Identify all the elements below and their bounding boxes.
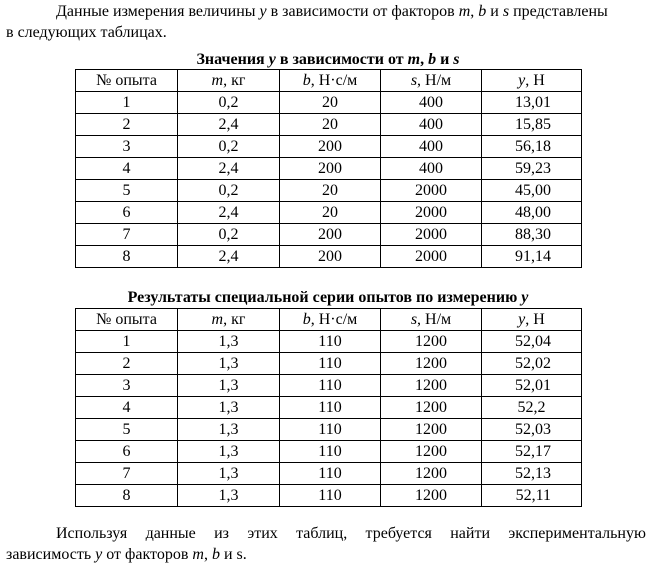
table-cell: 1,3 — [178, 397, 280, 419]
table-row — [76, 397, 582, 419]
table-cell: 1 — [76, 92, 178, 114]
table-cell: 20 — [280, 180, 381, 202]
outro-word: из — [214, 525, 229, 542]
table-cell: 2000 — [381, 224, 482, 246]
table-cell: 0,2 — [178, 92, 280, 114]
table-cell: 200 — [280, 158, 381, 180]
outro-word: Используя — [56, 525, 128, 542]
table-cell: 2000 — [381, 180, 482, 202]
outro-paragraph — [6, 523, 646, 565]
table-cell: 400 — [381, 136, 482, 158]
table2-caption: Результаты специальной серии опытов по измерению y — [127, 289, 529, 306]
table-cell: 110 — [280, 375, 381, 397]
table-cell: 1,3 — [178, 375, 280, 397]
table-cell: 52,04 — [482, 331, 582, 353]
table-cell: 200 — [280, 224, 381, 246]
outro-line-2: зависимость y от факторов m, b и s. — [6, 546, 247, 563]
table-cell: 1200 — [381, 485, 482, 507]
table-cell: 400 — [381, 158, 482, 180]
table-cell: 20 — [280, 92, 381, 114]
table-cell: 1200 — [381, 353, 482, 375]
table-cell: 1200 — [381, 463, 482, 485]
table-cell: 1200 — [381, 441, 482, 463]
table-row — [76, 202, 582, 224]
table-cell: 6 — [76, 441, 178, 463]
table1-header-cell: s, Н/м — [381, 70, 482, 92]
table-row — [76, 224, 582, 246]
table-cell: 45,00 — [482, 180, 582, 202]
table-cell: 3 — [76, 136, 178, 158]
table-cell: 400 — [381, 92, 482, 114]
table2-header-cell: y, Н — [482, 309, 582, 331]
intro-line-2: в следующих таблицах. — [6, 24, 167, 41]
table-cell: 110 — [280, 353, 381, 375]
table1-header-cell: № опыта — [76, 70, 178, 92]
table2-header-row — [76, 309, 582, 331]
table-cell: 2 — [76, 353, 178, 375]
table-cell: 48,00 — [482, 202, 582, 224]
table-cell: 3 — [76, 375, 178, 397]
table-cell: 2,4 — [178, 246, 280, 268]
outro-word: найти — [450, 525, 491, 542]
table-cell: 1200 — [381, 397, 482, 419]
table-cell: 52,01 — [482, 375, 582, 397]
table1-header-cell: y, Н — [482, 70, 582, 92]
table-cell: 52,17 — [482, 441, 582, 463]
table1 — [75, 69, 582, 268]
table-cell: 0,2 — [178, 136, 280, 158]
table-cell: 5 — [76, 180, 178, 202]
table-cell: 2000 — [381, 246, 482, 268]
table-cell: 2 — [76, 114, 178, 136]
intro-line-1: Данные измерения величины y в зависимости от факторов m, b и s представлены — [56, 3, 608, 20]
table1-header-row — [76, 70, 582, 92]
table-row — [76, 353, 582, 375]
table-cell: 91,14 — [482, 246, 582, 268]
outro-line-1 — [6, 523, 646, 544]
table-cell: 5 — [76, 419, 178, 441]
table-cell: 52,11 — [482, 485, 582, 507]
table-cell: 0,2 — [178, 224, 280, 246]
table-cell: 4 — [76, 397, 178, 419]
table-cell: 110 — [280, 441, 381, 463]
table-cell: 20 — [280, 114, 381, 136]
table-cell: 88,30 — [482, 224, 582, 246]
outro-word: данные — [145, 525, 196, 542]
table-cell: 20 — [280, 202, 381, 224]
table1-body — [76, 92, 582, 268]
table1-header-cell: b, Н·с/м — [280, 70, 381, 92]
outro-word: таблиц, — [296, 525, 348, 542]
table-cell: 7 — [76, 224, 178, 246]
table-cell: 2000 — [381, 202, 482, 224]
table-cell: 1200 — [381, 419, 482, 441]
table-cell: 15,85 — [482, 114, 582, 136]
table-cell: 2,4 — [178, 202, 280, 224]
table-cell: 110 — [280, 331, 381, 353]
outro-word: экспериментальную — [508, 525, 646, 542]
outro-word: требуется — [365, 525, 432, 542]
table-row — [76, 419, 582, 441]
table-cell: 59,23 — [482, 158, 582, 180]
table2-header-cell: № опыта — [76, 309, 178, 331]
table-row — [76, 136, 582, 158]
table2-body — [76, 331, 582, 507]
table-cell: 1200 — [381, 331, 482, 353]
table-row — [76, 463, 582, 485]
table1-header-cell: m, кг — [178, 70, 280, 92]
table-cell: 52,03 — [482, 419, 582, 441]
table-cell: 2,4 — [178, 158, 280, 180]
table2-header-cell: s, Н/м — [381, 309, 482, 331]
table-cell: 200 — [280, 136, 381, 158]
table-cell: 13,01 — [482, 92, 582, 114]
table-cell: 1,3 — [178, 485, 280, 507]
table-row — [76, 246, 582, 268]
table-cell: 52,2 — [482, 397, 582, 419]
intro-paragraph — [6, 1, 646, 43]
table-cell: 6 — [76, 202, 178, 224]
table-cell: 52,13 — [482, 463, 582, 485]
table-cell: 7 — [76, 463, 178, 485]
table-cell: 1,3 — [178, 419, 280, 441]
table-row — [76, 331, 582, 353]
table-row — [76, 92, 582, 114]
table-cell: 1,3 — [178, 441, 280, 463]
table-cell: 200 — [280, 246, 381, 268]
table-row — [76, 114, 582, 136]
table-cell: 2,4 — [178, 114, 280, 136]
table-cell: 8 — [76, 246, 178, 268]
table-cell: 4 — [76, 158, 178, 180]
table-cell: 1,3 — [178, 463, 280, 485]
table2-header-cell: b, Н·с/м — [280, 309, 381, 331]
table-row — [76, 180, 582, 202]
outro-word: этих — [247, 525, 278, 542]
table-cell: 400 — [381, 114, 482, 136]
table-cell: 110 — [280, 397, 381, 419]
table-cell: 0,2 — [178, 180, 280, 202]
table-row — [76, 485, 582, 507]
table-cell: 56,18 — [482, 136, 582, 158]
table-row — [76, 441, 582, 463]
table-cell: 110 — [280, 419, 381, 441]
table-row — [76, 158, 582, 180]
table-cell: 52,02 — [482, 353, 582, 375]
table1-caption: Значения y в зависимости от m, b и s — [196, 51, 460, 68]
table-cell: 110 — [280, 485, 381, 507]
table-cell: 1 — [76, 331, 178, 353]
table-cell: 1,3 — [178, 353, 280, 375]
table-cell: 1,3 — [178, 331, 280, 353]
table-row — [76, 375, 582, 397]
table2 — [75, 308, 582, 507]
table-cell: 8 — [76, 485, 178, 507]
table-cell: 110 — [280, 463, 381, 485]
table-cell: 1200 — [381, 375, 482, 397]
table2-header-cell: m, кг — [178, 309, 280, 331]
